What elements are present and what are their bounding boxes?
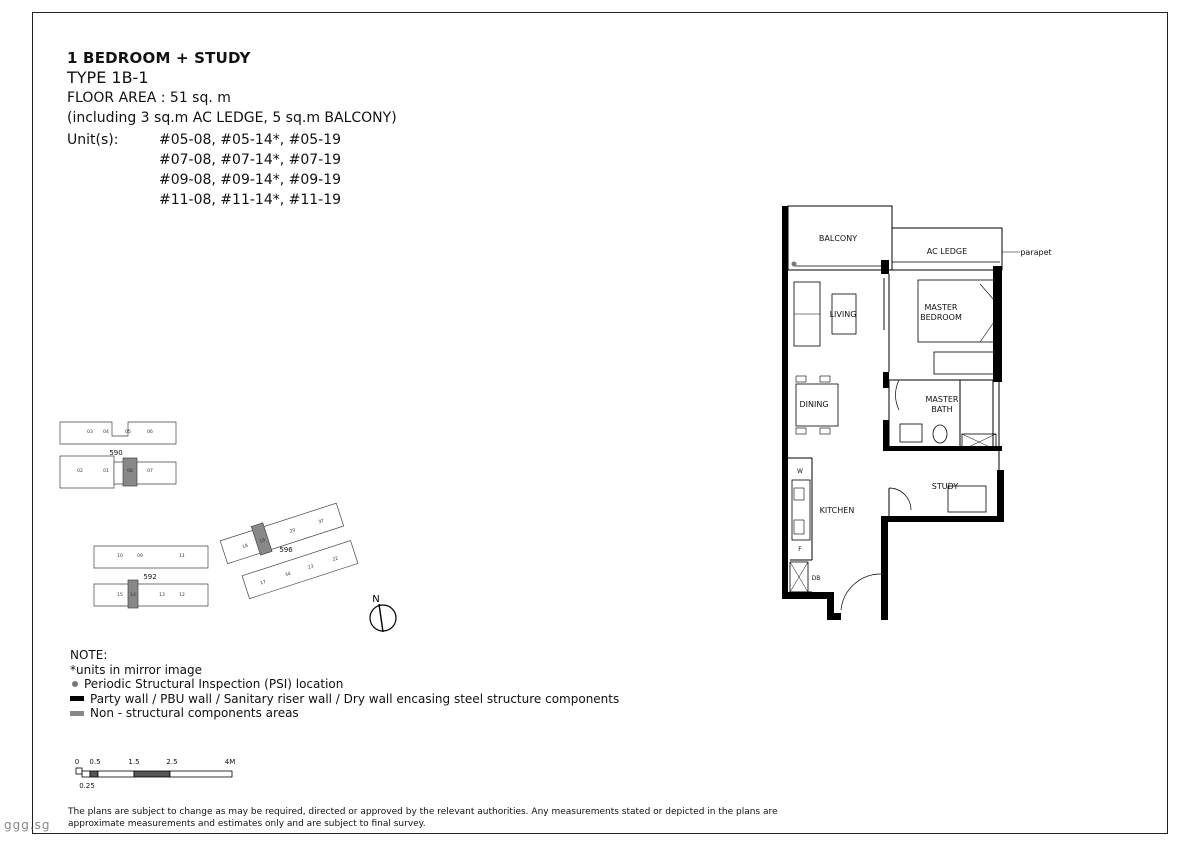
room-label-master-bedroom: MASTER [924,303,958,312]
key-block-590: 590 [109,449,123,457]
psi-dot-icon [72,681,78,687]
note-non-structural: Non - structural components areas [90,706,299,720]
label-db: DB [811,575,821,582]
label-w: W [797,468,803,475]
key-block-596: 596 [279,546,293,554]
scale-label: 4M [224,758,236,766]
unit-row: #11-08, #11-14*, #11-19 [159,192,342,208]
floor-area: FLOOR AREA : 51 sq. m [67,90,231,106]
key-unit: 02 [77,469,83,474]
key-unit: 06 [147,430,153,435]
key-unit: 18 [241,543,249,551]
structural-walls [782,206,1004,620]
key-unit: 03 [87,430,93,435]
parapet-label: parapet [1020,248,1052,257]
key-unit: 07 [147,469,153,474]
key-unit: 20 [289,528,297,535]
key-unit: 09 [137,554,143,559]
unit-title: 1 BEDROOM + STUDY [67,49,251,67]
scale-label: 1.5 [128,758,140,766]
unit-row: #05-08, #05-14*, #05-19 [159,132,342,148]
unit-row: #07-08, #07-14*, #07-19 [159,152,342,168]
wardrobe [934,352,994,374]
kitchen-counter [792,480,810,540]
room-label-living: LIVING [829,310,857,319]
key-unit: 10 [117,554,123,559]
north-label: N [372,594,380,605]
floor-area-including: (including 3 sq.m AC LEDGE, 5 sq.m BALCONY) [67,110,397,126]
units-label: Unit(s): [67,132,119,148]
disclaimer: The plans are subject to change as may be required, directed or approved by the relevant authorities. Any measurements stated or depicted in the plans are approximate measurements and estimates only and are subject to final survey. [68,807,778,829]
non-structural-swatch [70,711,84,716]
scale-sub-label: 0.25 [79,782,95,790]
room-label-master-bedroom: BEDROOM [920,313,962,322]
psi-marker [792,262,797,267]
entrance-door-swing [841,574,881,610]
key-unit: 12 [179,593,185,598]
note-psi: Periodic Structural Inspection (PSI) location [84,677,344,691]
room-label-master-bath: MASTER [925,395,959,404]
watermark: ggg.sg [4,818,51,832]
key-unit: 08 [127,469,133,474]
key-unit: 13 [159,593,165,598]
scale-bar [75,758,235,790]
unit-type: TYPE 1B-1 [67,68,149,87]
key-plan-592 [94,546,208,608]
key-unit: 23 [307,564,315,571]
party-wall-swatch [70,696,84,701]
key-block-592: 592 [143,573,157,581]
room-label-kitchen: KITCHEN [819,506,855,515]
note-legend [70,648,619,721]
key-unit: 15 [117,593,123,598]
key-unit: 22 [332,556,340,563]
note-party-wall: Party wall / PBU wall / Sanitary riser wall / Dry wall encasing steel structure components [90,691,620,706]
toilet [933,425,947,443]
room-label-study: STUDY [931,482,959,491]
floor-plan [782,206,1020,620]
room-label-dining: DINING [799,400,829,409]
room-label-balcony: BALCONY [818,234,858,243]
scale-label: 0 [74,758,80,766]
bath-door-swing [896,380,899,410]
key-unit: 04 [103,430,109,435]
unit-row: #09-08, #09-14*, #09-19 [159,172,342,188]
north-arrow-icon [370,594,396,632]
note-title: NOTE: [70,648,108,662]
key-plan-596 [219,499,358,602]
key-unit: 17 [259,579,267,587]
scale-label: 0.5 [89,758,101,766]
scale-label: 2.5 [166,758,178,766]
room-label-ac-ledge: AC LEDGE [926,247,968,256]
key-unit: 11 [179,554,185,559]
key-unit: 34 [284,571,292,579]
key-unit: 01 [103,469,109,474]
key-unit: 37 [317,518,325,526]
study-door-swing [889,488,911,510]
room-label-master-bath: BATH [931,405,953,414]
key-unit: 14 [130,593,136,598]
note-mirror: *units in mirror image [70,662,202,677]
label-f: F [798,546,802,553]
basin [900,424,922,442]
key-plan-590 [60,422,176,488]
key-unit: 19 [258,538,266,545]
key-unit: 05 [125,430,131,435]
